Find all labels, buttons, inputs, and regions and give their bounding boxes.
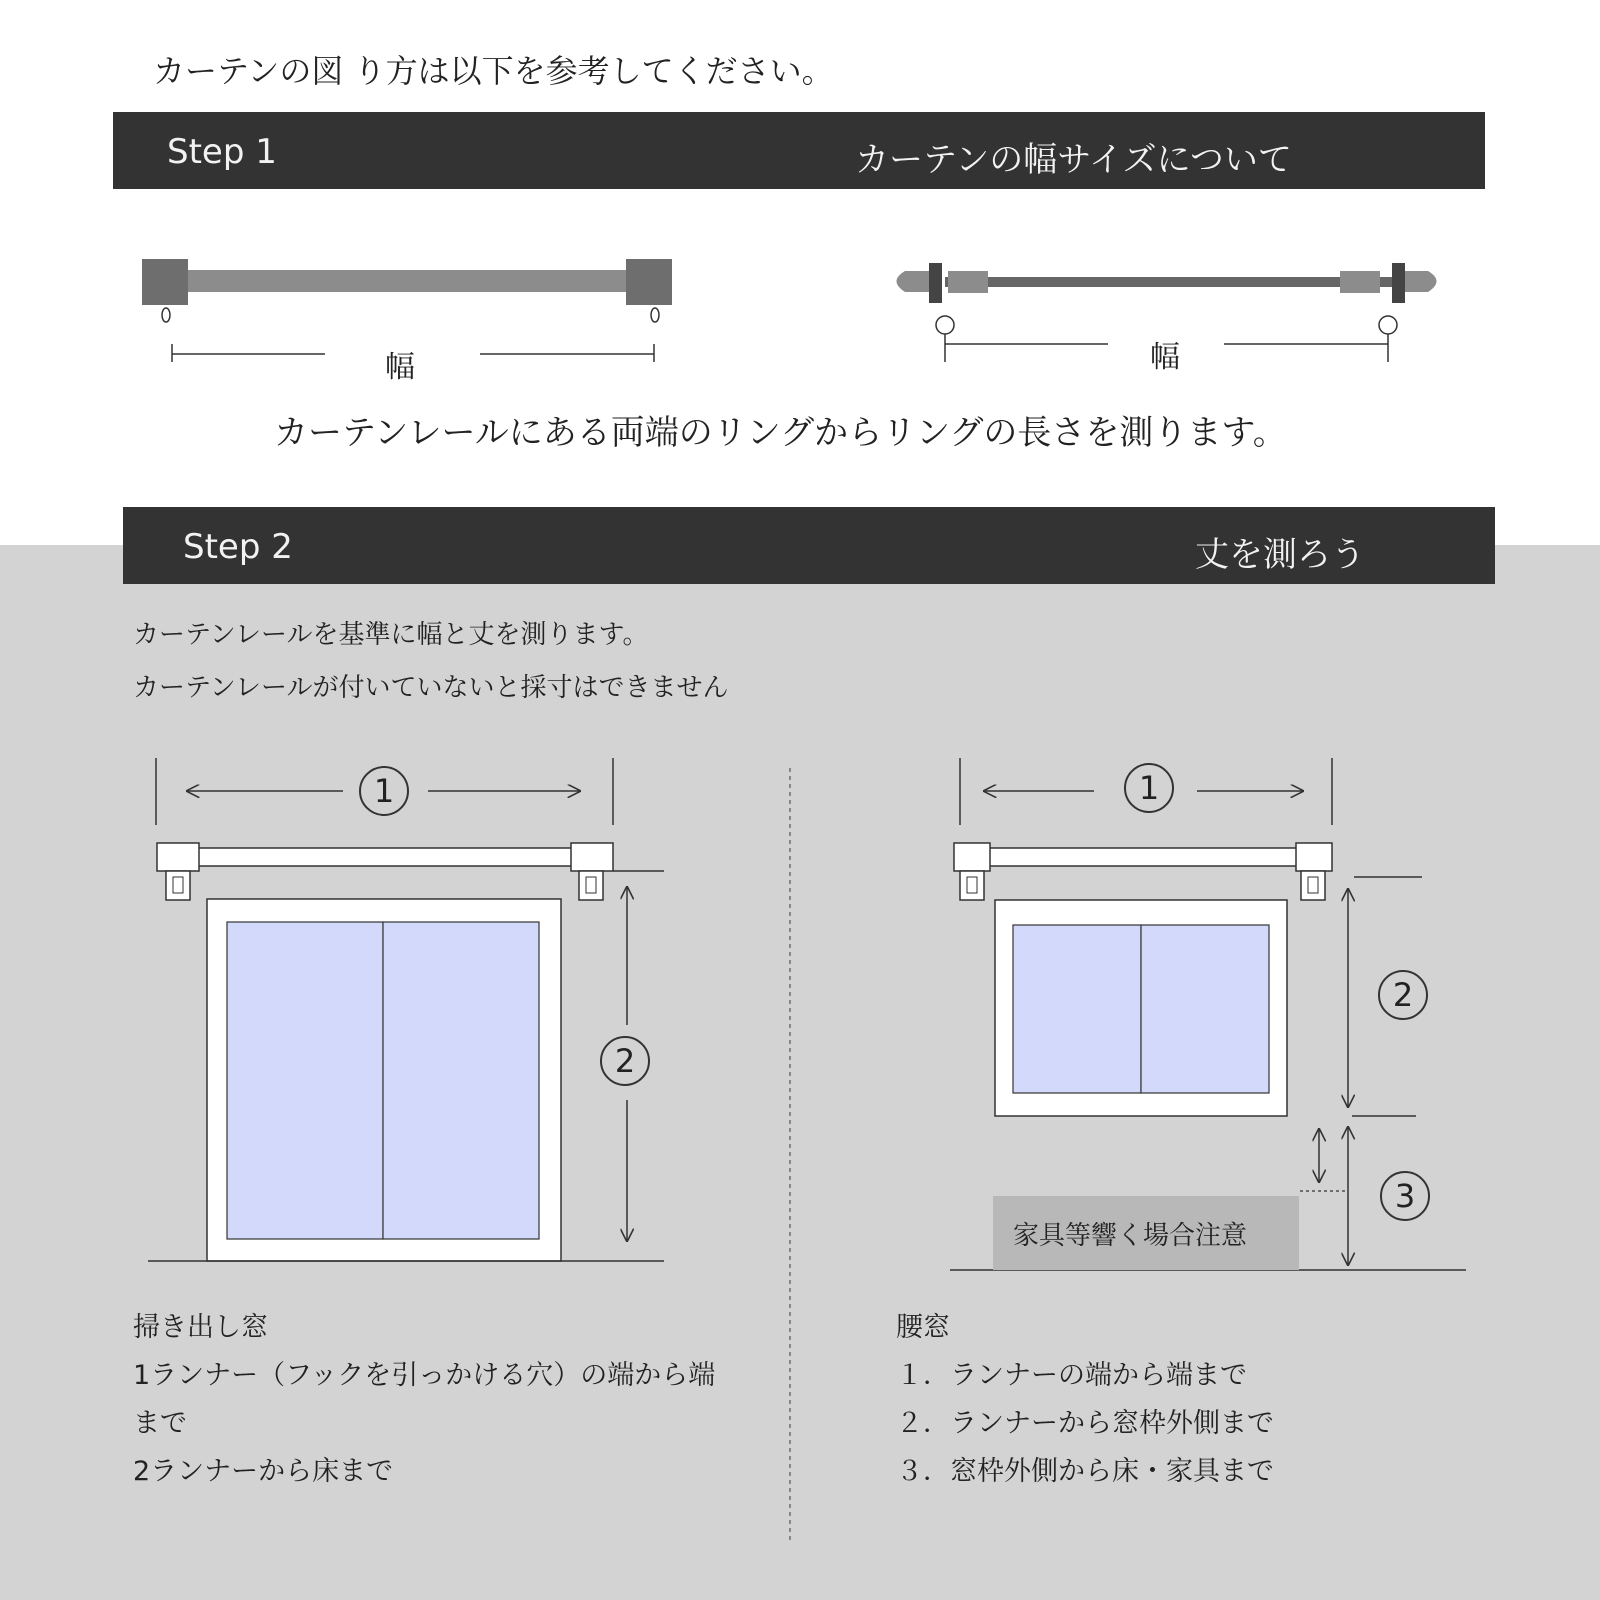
right-num-2: 2 [1378, 970, 1428, 1020]
step2-note-line1: カーテンレールを基準に幅と丈を測ります。 [133, 620, 649, 650]
left-desc-line3: 2ランナーから床まで [133, 1456, 394, 1487]
intro-text: カーテンの図 り方は以下を参考してください。 [153, 52, 834, 90]
left-window-type: 掃き出し窓 [133, 1312, 268, 1343]
step1-title: カーテンの幅サイズについて [855, 140, 1292, 180]
step2-label: Step 2 [183, 527, 293, 567]
right-desc-block [896, 1304, 1274, 1496]
left-desc-block [133, 1304, 715, 1496]
furniture-note-box: 家具等響く場合注意 [993, 1196, 1299, 1270]
right-num-1: 1 [1124, 763, 1174, 813]
right-desc-line3: ３．窓枠外側から床・家具まで [896, 1456, 1274, 1487]
left-desc-line1: 1ランナー（フックを引っかける穴）の端から端 [133, 1360, 716, 1391]
right-desc-line2: ２．ランナーから窓枠外側まで [896, 1408, 1274, 1439]
right-desc-line1: １．ランナーの端から端まで [896, 1360, 1247, 1391]
left-num-1: 1 [359, 766, 409, 816]
step1-label: Step 1 [167, 132, 277, 172]
step2-note-line2: カーテンレールが付いていないと採寸はできません [133, 673, 729, 703]
left-num-2: 2 [600, 1036, 650, 1086]
step2-left-diagram [148, 758, 664, 1261]
step1-width-label-right: 幅 [1150, 340, 1180, 375]
right-num-3: 3 [1380, 1171, 1430, 1221]
step1-caption: カーテンレールにある両端のリングからリングの長さを測ります。 [274, 413, 1287, 453]
step1-width-label-left: 幅 [385, 350, 415, 385]
right-window-type: 腰窓 [896, 1312, 950, 1343]
step2-title: 丈を測ろう [1195, 535, 1365, 575]
left-desc-line2: まで [133, 1408, 187, 1439]
